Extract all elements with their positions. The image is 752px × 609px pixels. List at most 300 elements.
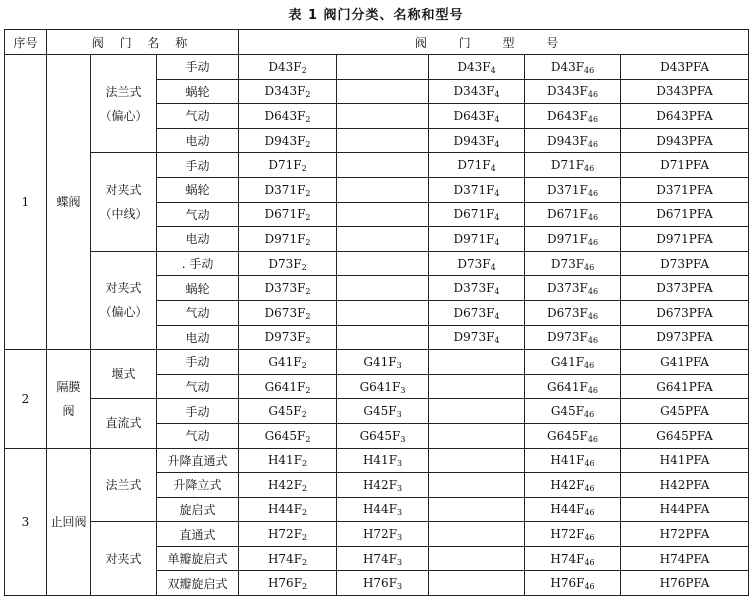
model-code-subscript: 2 — [302, 483, 308, 493]
connection-type — [91, 399, 157, 448]
model-code-base: D671F — [547, 207, 588, 222]
model-code — [429, 202, 525, 227]
drive-mode: 蜗轮 — [157, 79, 239, 104]
model-code-base: D673PFA — [656, 305, 713, 320]
model-code — [337, 276, 429, 301]
model-code-subscript: 46 — [584, 483, 595, 493]
model-code — [525, 276, 621, 301]
model-code-base: D373PFA — [656, 281, 713, 296]
model-code — [621, 128, 749, 153]
section-number: 2 — [5, 350, 47, 448]
drive-mode: 蜗轮 — [157, 177, 239, 202]
connection-type — [91, 55, 157, 153]
table-row — [5, 448, 749, 473]
drive-mode: 旋启式 — [157, 497, 239, 522]
model-code-base: G45F — [363, 404, 397, 419]
model-code — [621, 497, 749, 522]
model-code-subscript: 3 — [397, 508, 403, 518]
model-code-base: G45PFA — [660, 404, 709, 419]
model-code — [621, 325, 749, 350]
model-code — [429, 177, 525, 202]
model-code — [337, 350, 429, 375]
model-code — [337, 522, 429, 547]
header-valve-model: 阀 门 型 号 — [239, 30, 749, 55]
model-code-subscript: 3 — [396, 410, 402, 420]
model-code-base: H76F — [550, 576, 585, 591]
model-code-base: G41F — [550, 354, 585, 369]
model-code-base: D343F — [453, 84, 495, 99]
model-code-base: D343F — [547, 84, 588, 99]
model-code-subscript: 2 — [302, 459, 308, 469]
model-code — [239, 153, 337, 178]
connection-type-line: 堰式 — [111, 367, 136, 382]
drive-mode: 气动 — [157, 423, 239, 448]
model-code-subscript: 4 — [494, 237, 500, 247]
model-code-subscript: 2 — [302, 533, 308, 543]
model-code-subscript: 4 — [490, 164, 496, 174]
model-code — [429, 79, 525, 104]
model-code-base: D671PFA — [656, 207, 713, 222]
model-code-base: G641F — [547, 379, 588, 394]
model-code-base: D973PFA — [656, 330, 713, 345]
model-code — [525, 546, 621, 571]
model-code-base: D73F — [457, 256, 491, 271]
model-code-base: D973F — [453, 330, 495, 345]
model-code-base: D673F — [547, 305, 588, 320]
model-code-subscript: 2 — [301, 164, 307, 174]
model-code — [429, 399, 525, 424]
model-code-subscript: 2 — [302, 557, 308, 567]
model-code — [337, 104, 429, 129]
model-code-base: G45F — [268, 404, 302, 419]
model-code — [239, 399, 337, 424]
drive-mode: 电动 — [157, 227, 239, 252]
model-code-base: G645F — [264, 428, 306, 443]
header-seq: 序号 — [5, 30, 47, 55]
table-row — [5, 399, 749, 424]
model-code — [337, 325, 429, 350]
model-code — [525, 448, 621, 473]
model-code-base: G645F — [359, 428, 401, 443]
model-code-subscript: 4 — [494, 114, 500, 124]
model-code-subscript: 2 — [305, 139, 311, 149]
model-code — [621, 546, 749, 571]
drive-mode: 双瓣旋启式 — [157, 571, 239, 596]
model-code — [525, 522, 621, 547]
model-code — [621, 300, 749, 325]
connection-type-line: 法兰式 — [105, 477, 142, 492]
drive-mode: 气动 — [157, 300, 239, 325]
model-code-base: D71F — [457, 158, 491, 173]
model-code — [525, 571, 621, 596]
table-caption: 表 1 阀门分类、名称和型号 — [288, 8, 464, 23]
table-row — [5, 251, 749, 276]
model-code-base: H41F — [267, 453, 303, 468]
model-code-base: D971F — [453, 231, 495, 246]
model-code — [429, 571, 525, 596]
model-code — [429, 448, 525, 473]
model-code-base: H42F — [550, 477, 585, 492]
model-code-subscript: 2 — [305, 237, 311, 247]
model-code — [621, 448, 749, 473]
model-code-base: D943F — [453, 133, 495, 148]
model-code — [337, 79, 429, 104]
model-code — [337, 227, 429, 252]
model-code — [337, 497, 429, 522]
model-code — [621, 350, 749, 375]
model-code-base: D73F — [268, 256, 302, 271]
model-code — [621, 423, 749, 448]
model-code-base: D43PFA — [660, 59, 709, 74]
model-code — [239, 251, 337, 276]
model-code-subscript: 46 — [587, 385, 599, 395]
model-code-base: H41PFA — [659, 453, 710, 468]
model-code-subscript: 2 — [301, 65, 307, 75]
model-code — [621, 202, 749, 227]
model-code-subscript: 2 — [301, 360, 307, 370]
model-code-subscript: 46 — [584, 533, 595, 543]
model-code-base: G645F — [547, 428, 588, 443]
model-code-base: D973F — [547, 330, 588, 345]
model-code-base: H44F — [362, 502, 398, 517]
model-code-base: H72F — [267, 527, 303, 542]
connection-type-line: 直流式 — [105, 416, 142, 431]
model-code-subscript: 2 — [305, 311, 311, 321]
model-code-base: H44F — [550, 502, 585, 517]
model-code — [621, 276, 749, 301]
model-code — [621, 104, 749, 129]
model-code-base: D371F — [547, 182, 588, 197]
model-code — [621, 399, 749, 424]
model-code-subscript: 46 — [584, 582, 595, 592]
model-code-subscript: 46 — [587, 336, 599, 346]
model-code-subscript: 3 — [397, 483, 403, 493]
drive-mode: 电动 — [157, 128, 239, 153]
connection-type — [91, 251, 157, 349]
model-code — [429, 423, 525, 448]
model-code-base: D943F — [264, 133, 306, 148]
model-code-subscript: 46 — [584, 508, 595, 518]
model-code-subscript: 46 — [584, 262, 595, 272]
model-code — [337, 546, 429, 571]
model-code-base: D373F — [547, 281, 588, 296]
model-code — [429, 350, 525, 375]
model-code — [337, 473, 429, 498]
model-code-subscript: 46 — [587, 114, 599, 124]
model-code-base: G41PFA — [660, 354, 709, 369]
model-code — [429, 300, 525, 325]
section-number: 1 — [5, 55, 47, 350]
model-code-base: G645PFA — [656, 428, 713, 443]
model-code-base: D971F — [264, 231, 306, 246]
model-code — [239, 374, 337, 399]
connection-type-line: 对夹式 — [105, 183, 142, 198]
model-code — [239, 55, 337, 80]
model-code-subscript: 2 — [305, 90, 311, 100]
model-code-subscript: 2 — [305, 213, 311, 223]
model-code-base: D371F — [453, 182, 495, 197]
model-code-base: H72F — [550, 527, 585, 542]
section-number: 3 — [5, 448, 47, 596]
model-code-subscript: 46 — [587, 139, 599, 149]
drive-mode: 手动 — [157, 350, 239, 375]
model-code — [429, 55, 525, 80]
model-code-base: D373F — [453, 281, 495, 296]
model-code — [337, 251, 429, 276]
model-code — [239, 325, 337, 350]
model-code-subscript: 46 — [584, 65, 595, 75]
model-code — [337, 300, 429, 325]
model-code — [429, 522, 525, 547]
model-code-subscript: 46 — [587, 213, 599, 223]
model-code — [239, 300, 337, 325]
model-code — [429, 374, 525, 399]
model-code — [239, 571, 337, 596]
model-code-base: G45F — [550, 404, 585, 419]
model-code-subscript: 2 — [305, 434, 311, 444]
model-code-subscript: 2 — [305, 188, 311, 198]
model-code-subscript: 46 — [587, 90, 599, 100]
model-code-subscript: 2 — [305, 114, 311, 124]
connection-type — [91, 522, 157, 596]
model-code — [429, 546, 525, 571]
model-code — [429, 153, 525, 178]
model-code — [525, 399, 621, 424]
model-code-base: D43F — [550, 59, 585, 74]
model-code-subscript: 2 — [301, 262, 307, 272]
model-code-base: H42F — [362, 477, 398, 492]
model-code — [525, 128, 621, 153]
drive-mode: 手动 — [157, 399, 239, 424]
model-code-base: H72PFA — [659, 527, 710, 542]
model-code — [525, 153, 621, 178]
model-code-base: D671F — [264, 207, 306, 222]
connection-type-line: （偏心） — [99, 305, 148, 320]
model-code-base: G41F — [363, 354, 397, 369]
model-code-base: D971PFA — [656, 231, 713, 246]
model-code — [429, 276, 525, 301]
model-code — [239, 202, 337, 227]
model-code-base: D643F — [453, 108, 495, 123]
model-code — [239, 423, 337, 448]
model-code-subscript: 4 — [494, 188, 500, 198]
model-code — [429, 251, 525, 276]
model-code-subscript: 46 — [584, 410, 595, 420]
table-row — [5, 153, 749, 178]
model-code — [621, 571, 749, 596]
model-code — [525, 202, 621, 227]
model-code-subscript: 46 — [584, 459, 595, 469]
model-code — [239, 128, 337, 153]
model-code-base: H41F — [550, 453, 585, 468]
model-code-base: D643F — [264, 108, 306, 123]
model-code-subscript: 3 — [397, 459, 403, 469]
model-code-subscript: 46 — [584, 164, 595, 174]
model-code — [429, 227, 525, 252]
model-code-subscript: 3 — [400, 385, 406, 395]
model-code-subscript: 3 — [400, 434, 406, 444]
model-code — [239, 79, 337, 104]
model-code — [239, 546, 337, 571]
model-code — [239, 276, 337, 301]
model-code-subscript: 4 — [490, 262, 496, 272]
model-code-subscript: 4 — [494, 287, 500, 297]
model-code — [239, 473, 337, 498]
model-code-base: D71PFA — [660, 158, 709, 173]
model-code-base: H72F — [362, 527, 398, 542]
model-code — [337, 128, 429, 153]
model-code — [621, 227, 749, 252]
model-code — [239, 177, 337, 202]
model-code-base: D973F — [264, 330, 306, 345]
model-code-base: H76F — [267, 576, 303, 591]
model-code-base: H44PFA — [659, 502, 710, 517]
connection-type — [91, 153, 157, 251]
model-code-base: G641PFA — [656, 379, 713, 394]
model-code-base: D971F — [547, 231, 588, 246]
model-code-subscript: 46 — [587, 311, 599, 321]
model-code-base: G641F — [264, 379, 306, 394]
drive-mode: 气动 — [157, 374, 239, 399]
model-code — [337, 399, 429, 424]
model-code — [337, 202, 429, 227]
model-code-subscript: 3 — [397, 582, 403, 592]
model-code — [525, 177, 621, 202]
model-code — [621, 374, 749, 399]
model-code-subscript: 2 — [302, 582, 308, 592]
model-code — [337, 374, 429, 399]
model-code-base: D673F — [264, 305, 306, 320]
model-code-base: G41F — [268, 354, 302, 369]
model-code — [525, 79, 621, 104]
model-code — [525, 325, 621, 350]
model-code — [621, 473, 749, 498]
model-code — [429, 325, 525, 350]
model-code-base: D43F — [268, 59, 302, 74]
model-code-base: D671F — [453, 207, 495, 222]
model-code — [337, 55, 429, 80]
connection-type — [91, 448, 157, 522]
model-code — [239, 350, 337, 375]
model-code-subscript: 3 — [396, 360, 402, 370]
model-code-subscript: 2 — [301, 410, 307, 420]
model-code-subscript: 46 — [584, 557, 595, 567]
drive-mode: 手动 — [157, 55, 239, 80]
header-valve-name: 阀 门 名 称 — [47, 30, 239, 55]
model-code-base: D943PFA — [656, 133, 713, 148]
model-code — [239, 522, 337, 547]
model-code-subscript: 46 — [587, 287, 599, 297]
table-body — [5, 55, 749, 596]
table-row — [5, 55, 749, 80]
model-code — [337, 153, 429, 178]
model-code-base: H74PFA — [659, 551, 710, 566]
drive-mode: 升降立式 — [157, 473, 239, 498]
model-code-subscript: 2 — [302, 508, 308, 518]
model-code-subscript: 2 — [305, 287, 311, 297]
model-code-subscript: 46 — [587, 188, 599, 198]
drive-mode: 蜗轮 — [157, 276, 239, 301]
connection-type — [91, 350, 157, 399]
model-code — [525, 104, 621, 129]
model-code — [429, 497, 525, 522]
connection-type-line: 对夹式 — [105, 281, 142, 296]
model-code-subscript: 3 — [397, 557, 403, 567]
model-code — [621, 251, 749, 276]
drive-mode: 直通式 — [157, 522, 239, 547]
drive-mode: 单瓣旋启式 — [157, 546, 239, 571]
model-code-base: H74F — [267, 551, 303, 566]
model-code — [525, 423, 621, 448]
model-code-base: D371F — [264, 182, 306, 197]
valve-type: 隔膜 阀 — [47, 350, 91, 448]
valve-classification-table — [4, 29, 749, 596]
model-code — [525, 374, 621, 399]
model-code-base: D71F — [550, 158, 585, 173]
model-code-subscript: 4 — [494, 139, 500, 149]
connection-type-line: （中线） — [99, 207, 148, 222]
model-code-base: H41F — [362, 453, 398, 468]
model-code-subscript: 4 — [494, 311, 500, 321]
model-code-base: H74F — [362, 551, 398, 566]
model-code-base: H74F — [550, 551, 585, 566]
model-code-base: H42F — [267, 477, 303, 492]
header-row — [5, 30, 749, 55]
model-code — [621, 153, 749, 178]
model-code — [525, 350, 621, 375]
model-code — [239, 227, 337, 252]
model-code-subscript: 46 — [587, 434, 599, 444]
model-code-base: D643PFA — [656, 108, 713, 123]
connection-type-line: 法兰式 — [105, 84, 142, 99]
drive-mode: 气动 — [157, 202, 239, 227]
model-code-base: D643F — [547, 108, 588, 123]
model-code-base: D73PFA — [660, 256, 709, 271]
model-code-base: D343F — [264, 84, 306, 99]
model-code — [429, 104, 525, 129]
model-code-base: H76F — [362, 576, 398, 591]
model-code-base: D43F — [457, 59, 491, 74]
connection-type-line: 对夹式 — [105, 551, 142, 566]
table-row — [5, 522, 749, 547]
model-code-base: D943F — [547, 133, 588, 148]
model-code — [525, 300, 621, 325]
model-code-base: H44F — [267, 502, 303, 517]
model-code-base: D371PFA — [656, 182, 713, 197]
model-code — [337, 571, 429, 596]
connection-type-line: （偏心） — [99, 108, 148, 123]
model-code-subscript: 2 — [305, 385, 311, 395]
model-code-subscript: 3 — [397, 533, 403, 543]
model-code — [525, 227, 621, 252]
model-code — [239, 448, 337, 473]
model-code — [429, 128, 525, 153]
valve-type: 蝶阀 — [47, 55, 91, 350]
model-code-subscript: 4 — [494, 213, 500, 223]
model-code — [337, 177, 429, 202]
model-code-subscript: 46 — [584, 360, 595, 370]
model-code — [525, 497, 621, 522]
model-code — [525, 251, 621, 276]
model-code-subscript: 4 — [494, 90, 500, 100]
model-code-base: D71F — [268, 158, 302, 173]
drive-mode: 升降直通式 — [157, 448, 239, 473]
model-code-base: D343PFA — [656, 84, 713, 99]
model-code — [621, 177, 749, 202]
model-code-base: D673F — [453, 305, 495, 320]
model-code-base: D73F — [550, 256, 585, 271]
model-code-base: G641F — [359, 379, 401, 394]
